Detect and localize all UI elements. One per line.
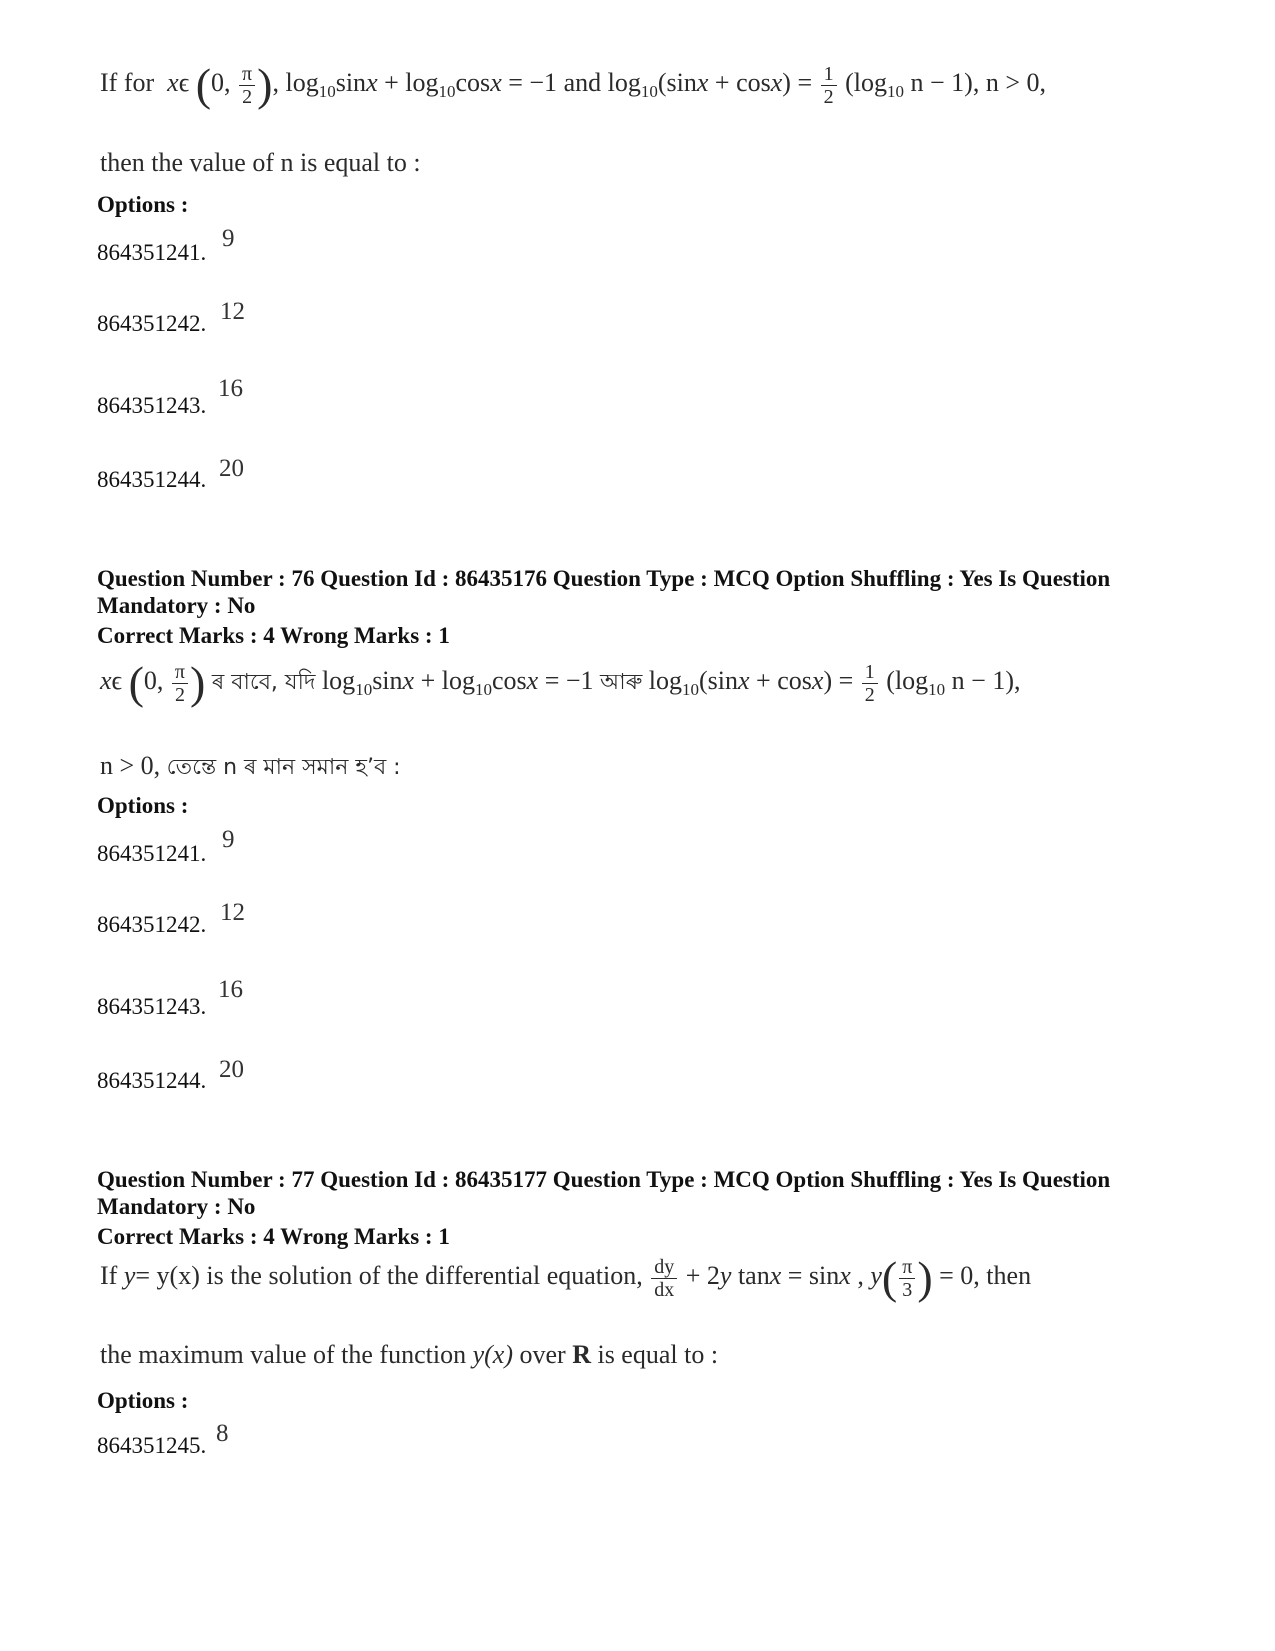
q77-meta-line1: Question Number : 77 Question Id : 86435177 Question Type : MCQ Option Shuffling : Yes Is Question bbox=[97, 1167, 1111, 1192]
option-value[interactable]: 20 bbox=[219, 455, 244, 482]
option-id: 864351243. bbox=[97, 393, 207, 418]
option-id: 864351244. bbox=[97, 467, 207, 492]
one-half-fraction: $\frac{1}{2}$ bbox=[821, 63, 837, 108]
option-value[interactable]: 9 bbox=[222, 225, 235, 252]
q77-equation-line1: If y= y(x) is the solution of the differential equation, $\frac{dy}{dx}$ + 2y tanx = sinx , y( $\frac{\pi}{3}$ ) = 0, then bbox=[100, 1252, 1032, 1303]
q76-meta-line2: Mandatory : No bbox=[97, 593, 256, 618]
q77-options-label: Options : bbox=[97, 1388, 189, 1413]
option-id: 864351245. bbox=[97, 1433, 207, 1458]
option-value[interactable]: 20 bbox=[219, 1056, 244, 1083]
q77-question-line2: the maximum value of the function y(x) over R is equal to : bbox=[100, 1340, 719, 1369]
option-value[interactable]: 12 bbox=[220, 899, 245, 926]
option-value[interactable]: 16 bbox=[218, 976, 243, 1003]
q76-equation-line1: xϵ (0, $\frac{\pi}{2}$ ) ৰ বাবে, যদি $\log_{10}\sin x + \log_{10}\cos x = -1$ আৰু $\log_{10}(\sin x + \cos x)$ = $\frac{1}{2}$ ($\log_{10}$ n − 1), bbox=[100, 657, 1021, 708]
option-id: 864351241. bbox=[97, 841, 207, 866]
q76-question-line2: n > 0, তেন্তে n ৰ মান সমান হ’ব : bbox=[100, 751, 401, 780]
q77-meta-line2: Mandatory : No bbox=[97, 1194, 256, 1219]
q75-options-label: Options : bbox=[97, 192, 189, 217]
q76-meta-line1: Question Number : 76 Question Id : 86435176 Question Type : MCQ Option Shuffling : Yes Is Question bbox=[97, 566, 1111, 591]
option-id: 864351244. bbox=[97, 1068, 207, 1093]
q77-marks: Correct Marks : 4 Wrong Marks : 1 bbox=[97, 1224, 450, 1249]
option-value[interactable]: 8 bbox=[216, 1420, 229, 1447]
q77-header bbox=[97, 1166, 1137, 1220]
q76-header bbox=[97, 565, 1137, 619]
option-id: 864351243. bbox=[97, 994, 207, 1019]
option-value[interactable]: 12 bbox=[220, 298, 245, 325]
option-value[interactable]: 16 bbox=[218, 375, 243, 402]
q75-equation-line1: If for xϵ (0, $\frac{\pi}{2}$ ), $\log_{10}\sin x + \log_{10}\cos x = -1$ and $\log_{10}(\sin x + \cos x)$ = $\frac{1}{2}$ ($\log_{10}$ n − 1), n > 0, bbox=[100, 59, 1046, 110]
q76-options-label: Options : bbox=[97, 793, 189, 818]
pi-over-2-fraction: $\frac{\pi}{2}$ bbox=[239, 63, 255, 108]
q76-marks: Correct Marks : 4 Wrong Marks : 1 bbox=[97, 623, 450, 648]
option-id: 864351242. bbox=[97, 912, 207, 937]
one-half-fraction: $\frac{1}{2}$ bbox=[862, 661, 878, 706]
q75-question-line2: then the value of n is equal to : bbox=[100, 148, 421, 177]
option-value[interactable]: 9 bbox=[222, 826, 235, 853]
pi-over-3-fraction: $\frac{\pi}{3}$ bbox=[899, 1256, 915, 1301]
option-id: 864351241. bbox=[97, 240, 207, 265]
pi-over-2-fraction: $\frac{\pi}{2}$ bbox=[172, 661, 188, 706]
option-id: 864351242. bbox=[97, 311, 207, 336]
dy-dx-fraction: $\frac{dy}{dx}$ bbox=[651, 1256, 677, 1301]
